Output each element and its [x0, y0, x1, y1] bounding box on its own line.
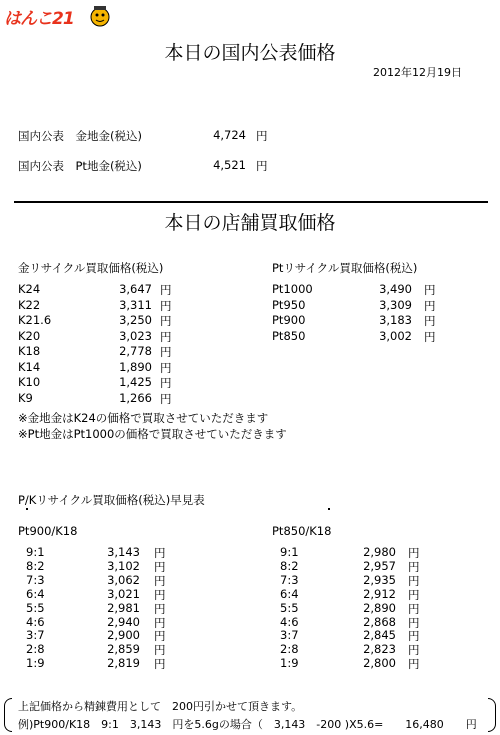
- logo: [4, 4, 112, 28]
- pk-ratio: 5:5: [280, 600, 299, 615]
- pk-ratio: 4:6: [280, 614, 299, 629]
- item-name: K24: [18, 282, 41, 296]
- note-platinum: ※Pt地金はPt1000の価格で買取させていただきます: [18, 427, 287, 441]
- domestic-unit: 円: [256, 129, 268, 143]
- item-value: 3,183: [379, 313, 412, 327]
- item-name: K10: [18, 375, 41, 389]
- logo-text: はんこ21: [4, 9, 74, 29]
- item-value: 3,023: [119, 328, 152, 343]
- pk-unit: 円: [408, 587, 420, 602]
- item-unit: 円: [160, 283, 172, 297]
- item-value: 1,266: [119, 390, 152, 405]
- pk-ratio: 2:8: [280, 642, 299, 657]
- pk-ratio: 8:2: [26, 558, 45, 573]
- item-value: 3,647: [119, 282, 152, 296]
- mascot-icon: [88, 4, 112, 28]
- pk-value: 2,800: [363, 656, 396, 671]
- item-value: 3,250: [119, 313, 152, 327]
- item-name: Pt950: [272, 297, 306, 312]
- item-name: Pt850: [272, 328, 306, 343]
- item-value: 3,002: [379, 328, 412, 343]
- pk-value: 2,912: [363, 586, 396, 601]
- item-unit: 円: [424, 329, 436, 344]
- item-unit: 円: [424, 298, 436, 313]
- pk-value: 2,957: [363, 558, 396, 573]
- pk-value: 2,819: [107, 656, 140, 671]
- pk-value: 2,845: [363, 628, 396, 643]
- pk-unit: 円: [154, 615, 166, 630]
- pk-value: 2,981: [107, 600, 140, 615]
- dot-mark: [328, 508, 330, 510]
- bracket-right: [488, 698, 496, 732]
- platinum-heading: Ptリサイクル買取価格(税込): [272, 261, 418, 275]
- pk-unit: 円: [154, 546, 166, 560]
- pk-unit: 円: [154, 573, 166, 588]
- item-unit: 円: [160, 360, 172, 375]
- domestic-unit: 円: [256, 159, 268, 173]
- pk-unit: 円: [408, 573, 420, 588]
- pk-ratio: 6:4: [26, 586, 45, 601]
- footer-note: 上記価格から精錬費用として 200円引かせて頂きます。: [18, 700, 303, 713]
- pk-unit: 円: [154, 657, 166, 672]
- pk-unit: 円: [408, 559, 420, 574]
- pk-unit: 円: [154, 629, 166, 644]
- note-gold: ※金地金はK24の価格で買取させていただきます: [18, 411, 269, 425]
- pk-ratio: 7:3: [26, 572, 45, 587]
- item-value: 3,311: [119, 297, 152, 312]
- pk-value: 2,859: [107, 642, 140, 657]
- item-name: K18: [18, 344, 41, 358]
- item-name: K14: [18, 359, 41, 374]
- item-name: Pt1000: [272, 282, 313, 296]
- dot-mark: [26, 508, 28, 510]
- gold-heading: 金リサイクル買取価格(税込): [18, 261, 164, 275]
- domestic-label: 国内公表 Pt地金(税込): [18, 159, 142, 173]
- pk-heading: P/Kリサイクル買取価格(税込)早見表: [18, 493, 205, 507]
- item-name: K9: [18, 390, 33, 405]
- item-name: Pt900: [272, 313, 306, 327]
- item-value: 1,425: [119, 375, 152, 389]
- footer-example: 例)Pt900/K18 9:1 3,143 円を5.6gの場合（ 3,143 -200 )X5.6= 16,480 円: [18, 718, 477, 731]
- pk-unit: 円: [408, 615, 420, 630]
- pk-value: 2,900: [107, 628, 140, 643]
- pk-value: 2,940: [107, 614, 140, 629]
- pk-ratio: 9:1: [280, 545, 299, 559]
- pk-ratio: 4:6: [26, 614, 45, 629]
- bracket-left: [4, 698, 12, 732]
- pk-value: 3,021: [107, 586, 140, 601]
- item-value: 3,490: [379, 282, 412, 296]
- page-title: 本日の国内公表価格: [164, 42, 336, 64]
- item-unit: 円: [160, 329, 172, 344]
- pk-unit: 円: [154, 601, 166, 616]
- item-name: K21.6: [18, 313, 52, 327]
- pk-value: 2,868: [363, 614, 396, 629]
- item-value: 2,778: [119, 344, 152, 358]
- pk-unit: 円: [154, 559, 166, 574]
- domestic-value: 4,724: [213, 128, 246, 142]
- pk-value: 3,102: [107, 558, 140, 573]
- item-unit: 円: [160, 376, 172, 390]
- domestic-label: 国内公表 金地金(税込): [18, 129, 142, 143]
- pk-unit: 円: [154, 643, 166, 658]
- item-unit: 円: [160, 391, 172, 406]
- pk-value: 2,890: [363, 600, 396, 615]
- pk-ratio: 1:9: [26, 656, 45, 671]
- pk-value: 2,980: [363, 545, 396, 559]
- pk-ratio: 3:7: [26, 628, 45, 643]
- pk-ratio: 5:5: [26, 600, 45, 615]
- pk-ratio: 3:7: [280, 628, 299, 643]
- item-unit: 円: [424, 283, 436, 297]
- item-name: K22: [18, 297, 41, 312]
- pk-ratio: 2:8: [26, 642, 45, 657]
- pk-value: 3,143: [107, 545, 140, 559]
- pk-unit: 円: [154, 587, 166, 602]
- pk-unit: 円: [408, 643, 420, 658]
- pk-ratio: 7:3: [280, 572, 299, 587]
- pk-ratio: 8:2: [280, 558, 299, 573]
- pk-value: 2,935: [363, 572, 396, 587]
- domestic-value: 4,521: [213, 158, 246, 172]
- pk-unit: 円: [408, 657, 420, 672]
- item-unit: 円: [424, 314, 436, 328]
- pk-unit: 円: [408, 601, 420, 616]
- item-value: 3,309: [379, 297, 412, 312]
- item-unit: 円: [160, 298, 172, 313]
- divider: [14, 201, 488, 203]
- pk-ratio: 6:4: [280, 586, 299, 601]
- item-unit: 円: [160, 345, 172, 359]
- pk-left-title: Pt900/K18: [18, 524, 78, 538]
- pk-right-title: Pt850/K18: [272, 524, 332, 538]
- pk-unit: 円: [408, 546, 420, 560]
- item-unit: 円: [160, 314, 172, 328]
- pk-value: 2,823: [363, 642, 396, 657]
- pk-ratio: 9:1: [26, 545, 45, 559]
- item-value: 1,890: [119, 359, 152, 374]
- pk-value: 3,062: [107, 572, 140, 587]
- pk-ratio: 1:9: [280, 656, 299, 671]
- store-title: 本日の店舗買取価格: [164, 212, 336, 234]
- item-name: K20: [18, 328, 41, 343]
- date-label: 2012年12月19日: [373, 66, 462, 79]
- pk-unit: 円: [408, 629, 420, 644]
